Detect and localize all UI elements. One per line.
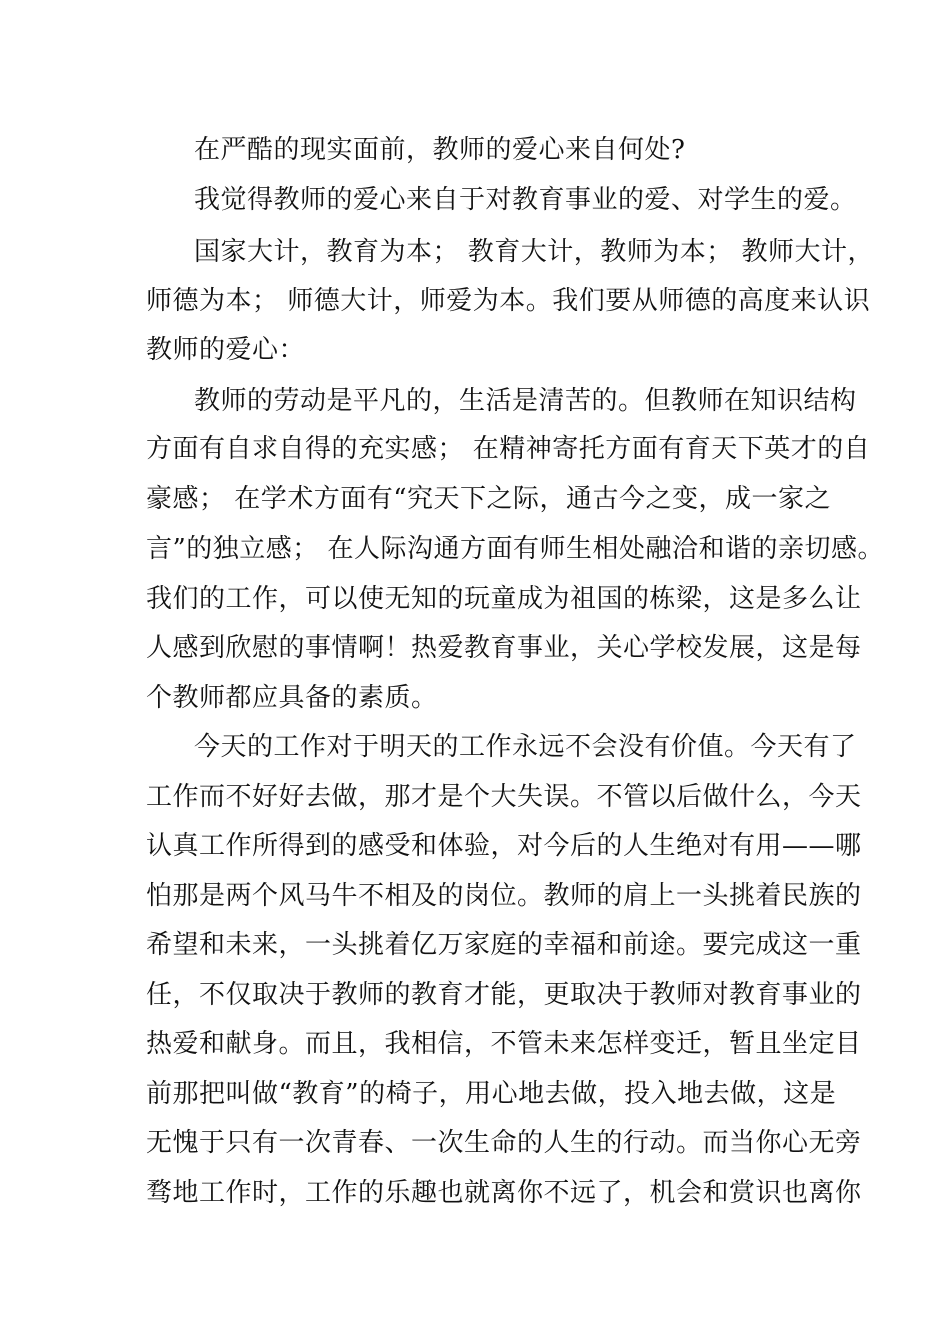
text-line: 怕那是两个风马牛不相及的岗位。教师的肩上一头挑着民族的 xyxy=(146,881,862,911)
text-line: 人感到欣慰的事情啊！热爱教育事业，关心学校发展，这是每 xyxy=(146,633,862,663)
text-line: 豪感； 在学术方面有“究天下之际，通古今之变，成一家之 xyxy=(146,484,832,514)
text-line: 国家大计，教育为本； 教育大计，教师为本； 教师大计， xyxy=(194,237,875,267)
text-line: 今天的工作对于明天的工作永远不会没有价值。今天有了 xyxy=(194,732,857,762)
text-line: 方面有自求自得的充实感； 在精神寄托方面有育天下英才的自 xyxy=(146,434,871,464)
text-line: 教师的劳动是平凡的，生活是清苦的。但教师在知识结构 xyxy=(194,386,857,416)
text-line: 骛地工作时，工作的乐趣也就离你不远了，机会和赏识也离你 xyxy=(146,1178,862,1208)
text-line: 教师的爱心： xyxy=(146,335,306,365)
text-line: 工作而不好好去做，那才是个大失误。不管以后做什么，今天 xyxy=(146,782,862,812)
text-line: 个教师都应具备的素质。 xyxy=(146,683,438,713)
text-line: 我觉得教师的爱心来自于对教育事业的爱、对学生的爱。 xyxy=(194,185,857,215)
text-line: 前那把叫做“教育”的椅子，用心地去做，投入地去做，这是 xyxy=(146,1079,837,1109)
text-line: 认真工作所得到的感受和体验，对今后的人生绝对有用——哪 xyxy=(146,831,862,861)
text-line: 希望和未来，一头挑着亿万家庭的幸福和前途。要完成这一重 xyxy=(146,930,862,960)
text-line: 师德为本； 师德大计，师爱为本。我们要从师德的高度来认识 xyxy=(146,286,871,316)
text-line: 言”的独立感； 在人际沟通方面有师生相处融洽和谐的亲切感。 xyxy=(146,534,885,564)
text-line: 任，不仅取决于教师的教育才能，更取决于教师对教育事业的 xyxy=(146,980,862,1010)
text-line: 无愧于只有一次青春、一次生命的人生的行动。而当你心无旁 xyxy=(146,1128,862,1158)
text-line: 热爱和献身。而且，我相信，不管未来怎样变迁，暂且坐定目 xyxy=(146,1029,862,1059)
text-line: 在严酷的现实面前，教师的爱心来自何处? xyxy=(194,135,686,165)
text-line: 我们的工作，可以使无知的玩童成为祖国的栋梁，这是多么让 xyxy=(146,584,862,614)
